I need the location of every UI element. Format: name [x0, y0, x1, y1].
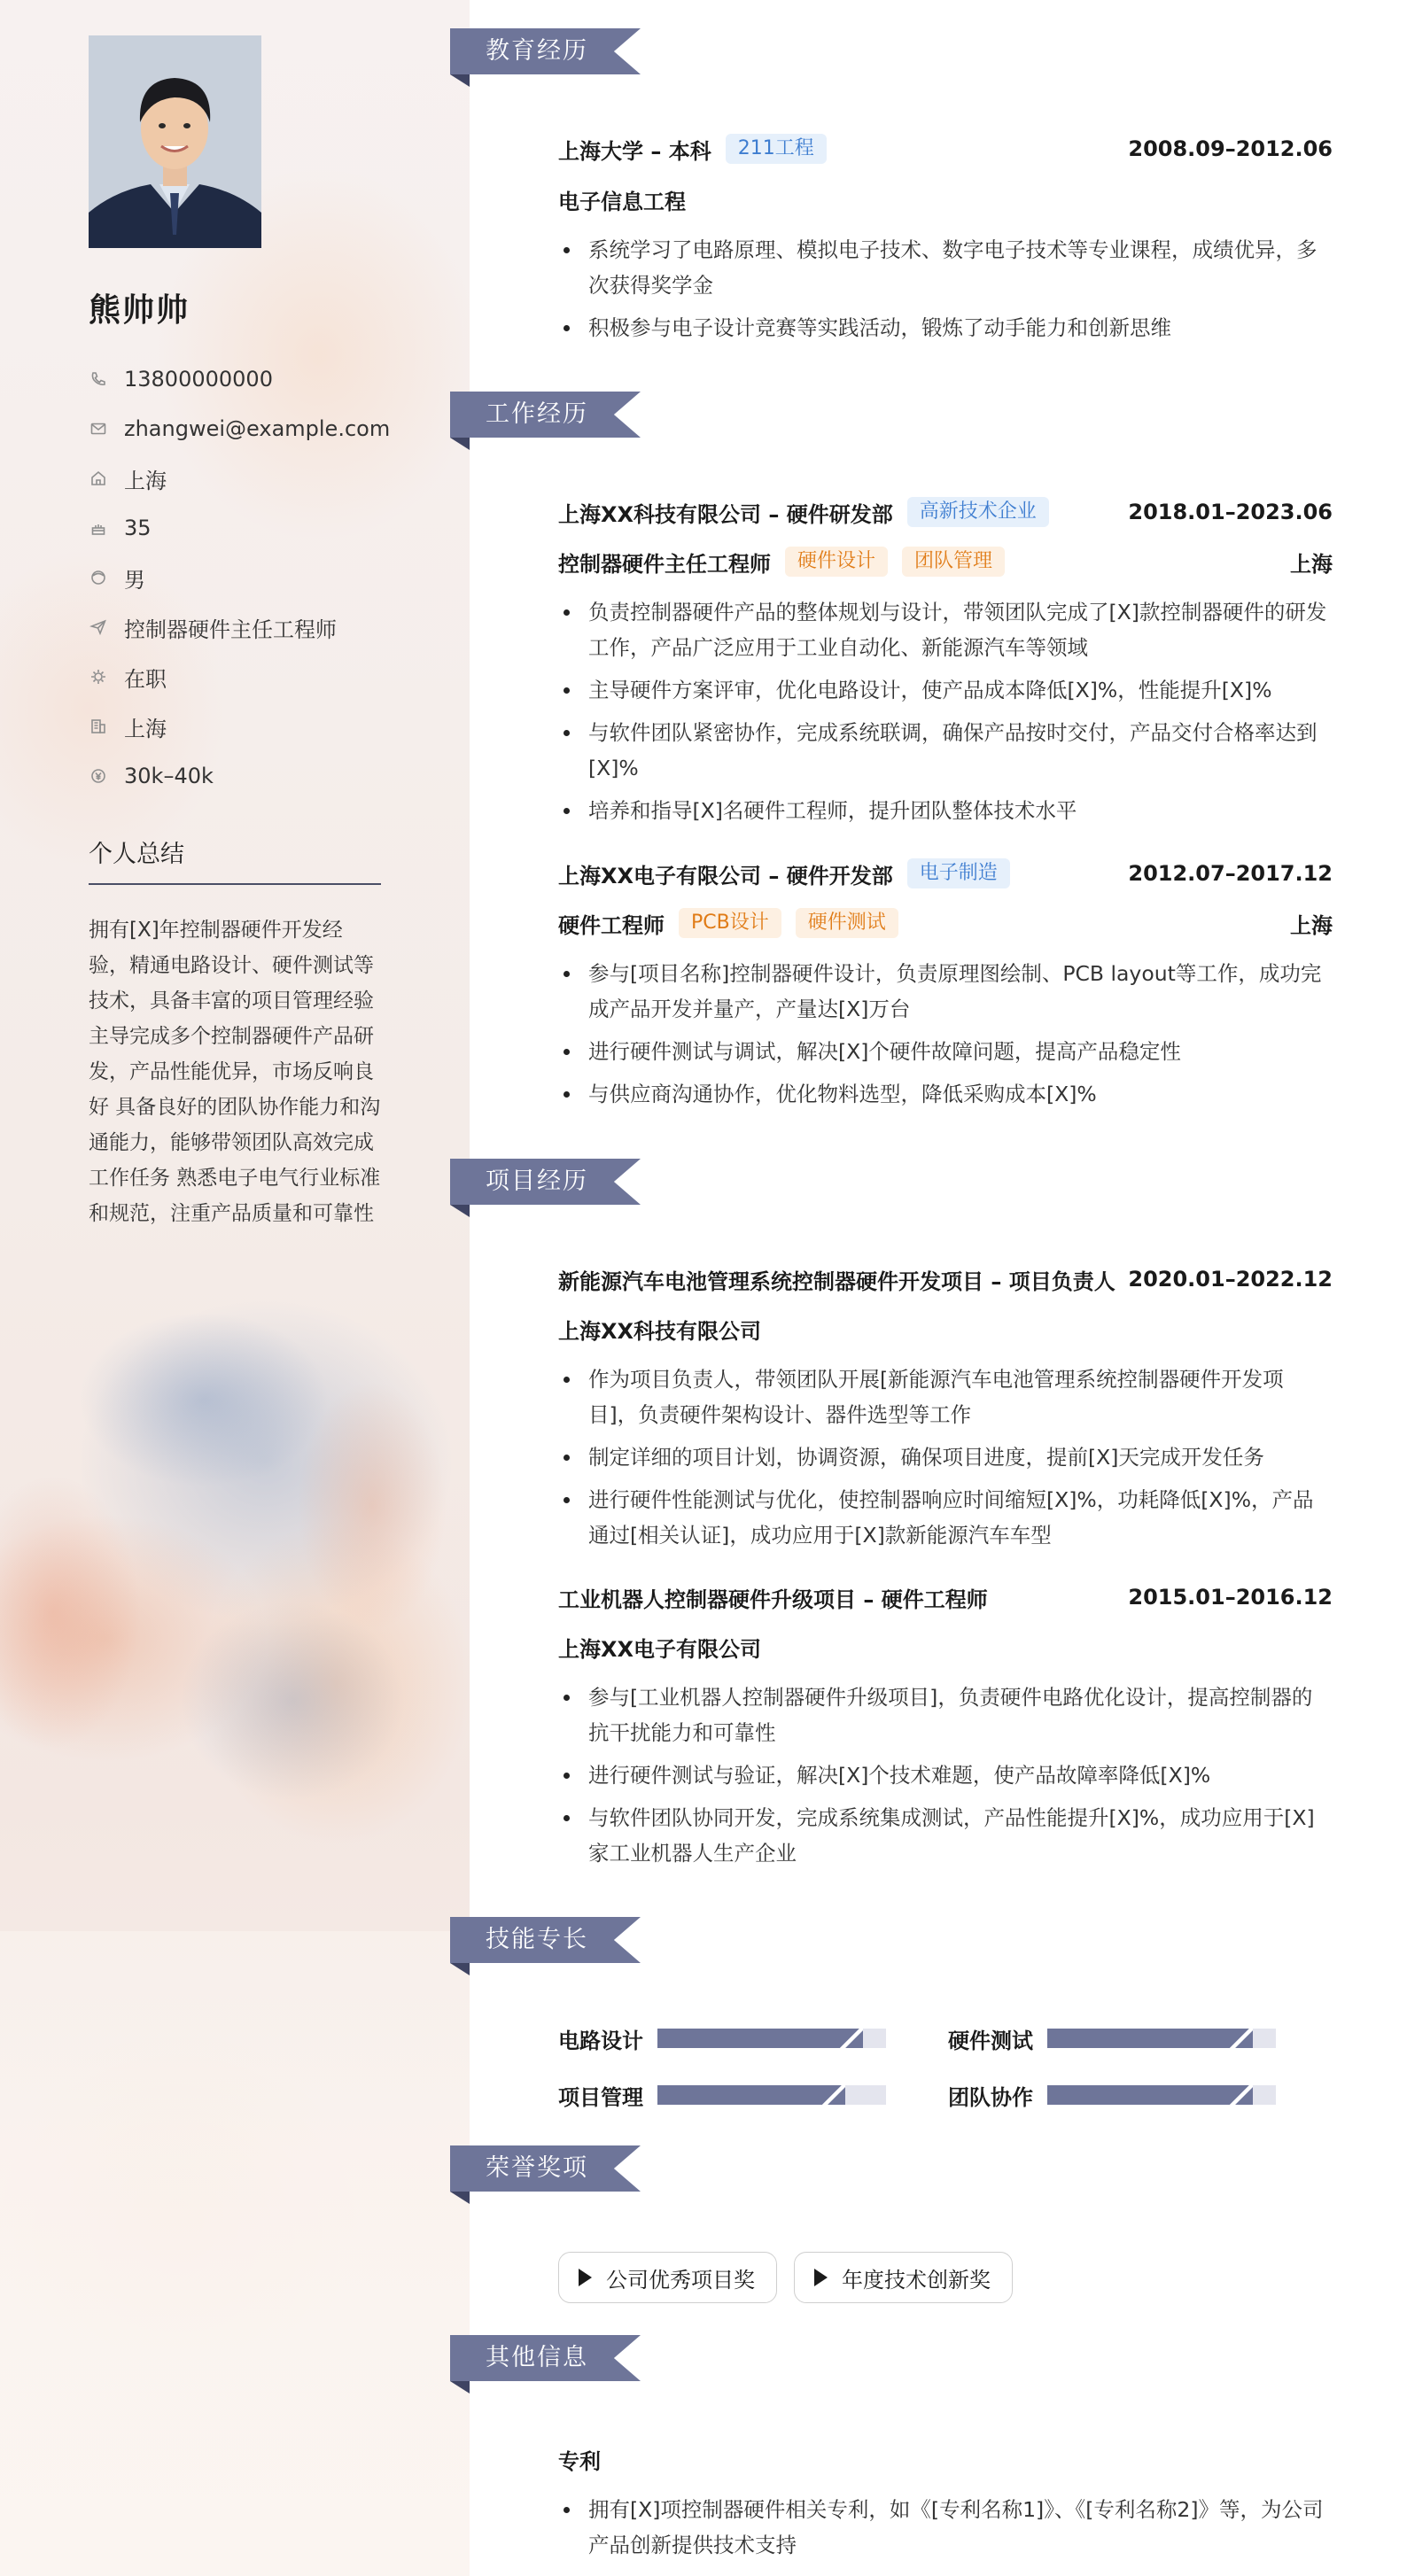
list-item: 负责控制器硬件产品的整体规划与设计，带领团队完成了[X]款控制器硬件的研发工作，产品广泛应用于工业自动化、新能源汽车等领域 [558, 594, 1333, 665]
project-company-row [558, 1313, 1333, 1345]
play-icon [579, 2269, 592, 2286]
project-company: 上海XX电子有限公司 [558, 1636, 762, 1662]
section-work-header [450, 392, 641, 443]
phone-text: 13800000000 [124, 367, 273, 392]
skill-bar [1047, 2029, 1276, 2048]
info-location [89, 454, 390, 503]
job-title: 控制器硬件主任工程师 [558, 551, 771, 577]
company-name: 上海XX电子有限公司 – 硬件开发部 [558, 863, 893, 888]
summary-heading: 个人总结 [89, 841, 184, 868]
section-title: 其他信息 [486, 2344, 588, 2371]
major: 电子信息工程 [558, 189, 686, 214]
gender-text: 男 [124, 567, 145, 593]
section-honors-header [450, 2145, 641, 2197]
skill-name: 项目管理 [558, 2084, 643, 2110]
list-item: 进行硬件性能测试与优化，使控制器响应时间缩短[X]%，功耗降低[X]%，产品通过[相关认证]，成功应用于[X]款新能源汽车车型 [558, 1482, 1333, 1553]
work-bullets [558, 956, 1333, 1119]
list-item: 主导硬件方案评审，优化电路设计，使产品成本降低[X]%，性能提升[X]% [558, 672, 1333, 708]
award-label: 公司优秀项目奖 [606, 2267, 755, 2293]
work-date: 2012.07–2017.12 [1128, 861, 1333, 886]
info-position [89, 602, 390, 652]
work-entry-header [558, 496, 1333, 528]
school-name: 上海大学 – 本科 [558, 138, 711, 164]
other-title-row [558, 2443, 1333, 2475]
company-tag: 高新技术企业 [907, 497, 1049, 527]
skill-bar [657, 2085, 886, 2105]
list-item: 参与[工业机器人控制器硬件升级项目]，负责硬件电路优化设计，提高控制器的抗干扰能力和可靠性 [558, 1680, 1333, 1750]
skill-item [558, 2079, 886, 2111]
home-icon [89, 469, 108, 488]
skill-item [948, 2022, 1276, 2054]
skill-tag: 硬件设计 [785, 547, 888, 577]
skill-bar [657, 2029, 886, 2048]
other-bullets [558, 2492, 1333, 2570]
company-name: 上海XX科技有限公司 – 硬件研发部 [558, 501, 893, 527]
skill-bar-fill [1047, 2029, 1253, 2048]
skill-tag: 团队管理 [902, 547, 1005, 577]
skill-tag: 硬件测试 [796, 908, 898, 938]
skill-item [558, 2022, 886, 2054]
info-gender [89, 553, 390, 602]
info-status [89, 652, 390, 702]
play-icon [814, 2269, 828, 2286]
info-age [89, 503, 390, 553]
project-entry-header [558, 1263, 1333, 1295]
skill-bar [1047, 2085, 1276, 2105]
project-entry-header [558, 1581, 1333, 1613]
phone-icon [89, 369, 108, 389]
education-major-row [558, 183, 1333, 215]
list-item: 制定详细的项目计划，协调资源，确保项目进度，提前[X]天完成开发任务 [558, 1439, 1333, 1475]
skill-bar-fill [657, 2085, 845, 2105]
mail-icon [89, 419, 108, 438]
list-item: 进行硬件测试与验证，解决[X]个技术难题，使产品故障率降低[X]% [558, 1757, 1333, 1793]
send-icon [89, 617, 108, 637]
section-skills-header [450, 1917, 641, 1968]
education-entry-header [558, 133, 1333, 165]
project-company: 上海XX科技有限公司 [558, 1318, 762, 1344]
work-city-text: 上海 [124, 716, 167, 741]
section-other-header [450, 2335, 641, 2386]
list-item: 拥有[X]项控制器硬件相关专利，如《[专利名称1]》、《[专利名称2]》等，为公司产品创新提供技术支持 [558, 2492, 1333, 2563]
company-tag: 电子制造 [907, 858, 1010, 888]
list-item: 与供应商沟通协作，优化物料选型，降低采购成本[X]% [558, 1076, 1333, 1112]
skill-name: 电路设计 [558, 2028, 643, 2053]
award-chip [558, 2252, 777, 2303]
section-title: 技能专长 [486, 1926, 588, 1953]
list-item: 进行硬件测试与调试，解决[X]个硬件故障问题，提高产品稳定性 [558, 1034, 1333, 1069]
project-bullets [558, 1362, 1333, 1560]
work-title-row [558, 907, 1333, 939]
education-bullets [558, 232, 1333, 353]
section-title: 教育经历 [486, 37, 588, 65]
school-tag: 211工程 [726, 134, 827, 164]
award-label: 年度技术创新奖 [842, 2267, 991, 2293]
salary-text: 30k–40k [124, 764, 214, 788]
project-name: 工业机器人控制器硬件升级项目 – 硬件工程师 [558, 1587, 988, 1612]
building-icon [89, 717, 108, 736]
project-date: 2015.01–2016.12 [1128, 1585, 1333, 1610]
project-date: 2020.01–2022.12 [1128, 1267, 1333, 1292]
status-icon [89, 667, 108, 687]
status-text: 在职 [124, 666, 167, 692]
skill-name: 硬件测试 [948, 2028, 1033, 2053]
skill-name: 团队协作 [948, 2084, 1033, 2110]
list-item: 系统学习了电路原理、模拟电子技术、数字电子技术等专业课程，成绩优异，多次获得奖学金 [558, 232, 1333, 303]
info-work-city [89, 702, 390, 751]
other-title: 专利 [558, 2448, 601, 2474]
section-title: 荣誉奖项 [486, 2154, 588, 2182]
work-title-row [558, 546, 1333, 578]
contact-info-list [89, 354, 390, 801]
work-entry-header [558, 857, 1333, 889]
education-date: 2008.09–2012.06 [1128, 136, 1333, 161]
skill-bar-fill [1047, 2085, 1253, 2105]
list-item: 参与[项目名称]控制器硬件设计，负责原理图绘制、PCB layout等工作，成功完成产品开发并量产，产量达[X]万台 [558, 956, 1333, 1027]
work-city: 上海 [1290, 912, 1333, 938]
list-item: 与软件团队协同开发，完成系统集成测试，产品性能提升[X]%，成功应用于[X]家工业机器人生产企业 [558, 1800, 1333, 1871]
project-bullets [558, 1680, 1333, 1878]
summary-text: 拥有[X]年控制器硬件开发经验，精通电路设计、硬件测试等技术，具备丰富的项目管理经验 主导完成多个控制器硬件产品研发，产品性能优异，市场反响良好 具备良好的团队协作能力和沟通能力，能够带领团队高效完成工作任务 熟悉电子电气行业标准和规范，注重产品质量和可靠性 [89, 919, 381, 1225]
age-text: 35 [124, 516, 152, 540]
skill-bar-fill [657, 2029, 863, 2048]
section-education-header [450, 28, 641, 80]
job-title: 硬件工程师 [558, 912, 665, 938]
section-title: 工作经历 [486, 400, 588, 428]
section-project-header [450, 1159, 641, 1210]
list-item: 与软件团队紧密协作，完成系统联调，确保产品按时交付，产品交付合格率达到[X]% [558, 715, 1333, 786]
location-text: 上海 [124, 468, 167, 493]
list-item: 作为项目负责人，带领团队开展[新能源汽车电池管理系统控制器硬件开发项目]，负责硬件架构设计、器件选型等工作 [558, 1362, 1333, 1432]
cake-icon [89, 518, 108, 538]
email-text: zhangwei@example.com [124, 416, 391, 441]
info-email [89, 404, 390, 454]
profile-photo [89, 35, 261, 248]
watercolor-decoration [0, 1240, 470, 1931]
gender-icon [89, 568, 108, 587]
info-salary [89, 751, 390, 801]
work-date: 2018.01–2023.06 [1128, 500, 1333, 524]
list-item: 培养和指导[X]名硬件工程师，提升团队整体技术水平 [558, 793, 1333, 828]
info-phone [89, 354, 390, 404]
project-company-row [558, 1631, 1333, 1663]
sidebar [0, 0, 470, 2576]
section-title: 项目经历 [486, 1168, 588, 1195]
list-item: 积极参与电子设计竞赛等实践活动，锻炼了动手能力和创新思维 [558, 310, 1333, 345]
skill-item [948, 2079, 1276, 2111]
salary-icon [89, 766, 108, 786]
position-text: 控制器硬件主任工程师 [124, 617, 337, 642]
main-content [470, 0, 1407, 2576]
skill-tag: PCB设计 [679, 908, 781, 938]
candidate-name: 熊帅帅 [89, 292, 190, 329]
project-name: 新能源汽车电池管理系统控制器硬件开发项目 – 项目负责人 [558, 1269, 1115, 1294]
award-chip [794, 2252, 1013, 2303]
work-bullets [558, 594, 1333, 835]
work-city: 上海 [1290, 551, 1333, 577]
summary-divider [89, 883, 381, 885]
